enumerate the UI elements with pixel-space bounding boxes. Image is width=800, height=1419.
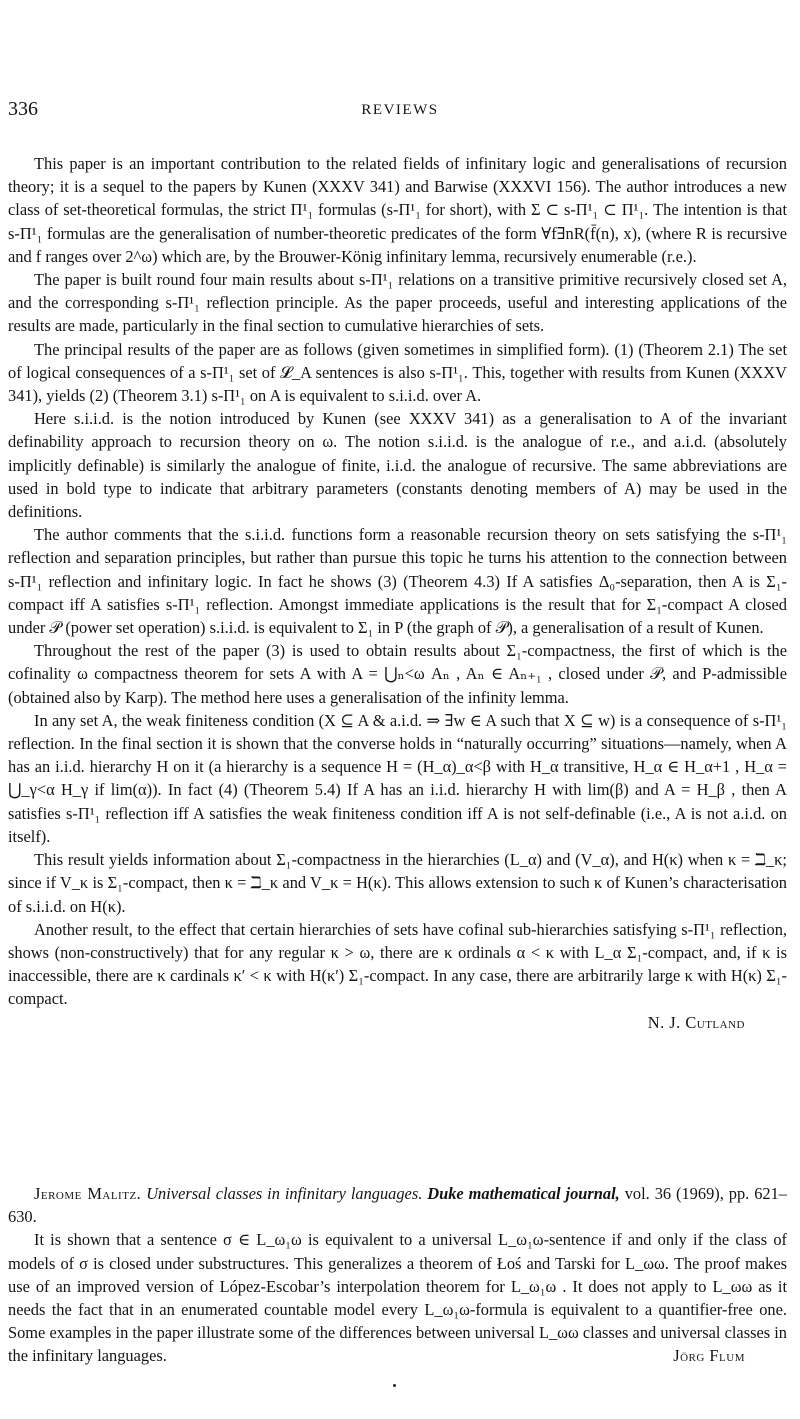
reviewer-signature: N. J. Cutland	[647, 1012, 745, 1032]
running-head: REVIEWS	[361, 102, 439, 118]
citation-volume: vol. 36 (1969), pp. 621–630.	[8, 1184, 787, 1227]
review-paragraph: Throughout the rest of the paper (3) is used to obtain results about Σ₁-compactness, the first of which is the cofinality ω compactness theorem for sets A with A = ⋃ₙ<ω Aₙ , Aₙ ∈ Aₙ₊₁ , closed under 𝒫, and P-admissible (obtained also by Karp). The method here uses a generalisation of the infinity lemma.	[8, 641, 787, 707]
review-paragraph: This result yields information about Σ₁-compactness in the hierarchies (L_α) and (V_α), and H(κ) when κ = ℶ_κ; since if V_κ is Σ₁-compact, then κ = ℶ_κ and V_κ = H(κ). This allows extension to such κ of Kunen’s characterisation of s.i.i.d. on H(κ).	[8, 850, 787, 916]
review-flum	[8, 1182, 787, 1368]
review-cutland	[8, 152, 787, 1034]
review-paragraph: This paper is an important contribution to the related fields of infinitary logic and generalisations of recursion theory; it is a sequel to the papers by Kunen (XXXV 341) and Barwise (XXXVI 156). The author introduces a new class of set-theoretical formulas, the strict Π¹₁ formulas (s-Π¹₁ for short), with Σ ⊂ s-Π¹₁ ⊂ Π¹₁. The intention is that s-Π¹₁ formulas are the generalisation of number-theoretic predicates of the form ∀f∃nR(f̄(n), x), (where R is recursive and f ranges over 2^ω) which are, by the Brouwer-König infinitary lemma, recursively enumerable (r.e.).	[8, 154, 787, 266]
review-body: It is shown that a sentence σ ∈ L_ω₁ω is equivalent to a universal L_ω₁ω-sentence if and only if the class of models of σ is closed under substructures. This generalizes a theorem of Łoś and Tarski for L_ωω. The proof makes use of an improved version of López-Escobar’s interpolation theorem for L_ω₁ω . It does not apply to L_ωω as it needs the fact that in an enumerated countable model every L_ω₁ω-formula is equivalent to a quantifier-free one. Some examples in the paper illustrate some of the differences between universal L_ωω classes and universal classes in the infinitary languages.	[8, 1230, 787, 1366]
review-paragraph: Here s.i.i.d. is the notion introduced by Kunen (see XXXV 341) as a generalisation to A of the invariant definability approach to recursion theory on ω. The notion s.i.i.d. is the analogue of r.e., and a.i.d. (absolutely implicitly definable) is similarly the analogue of finite, i.i.d. the analogue of recursive. The same abbreviations are used in bold type to indicate that arbitrary parameters (constants denoting members of A) may be used in the definitions.	[8, 409, 787, 522]
print-speck	[393, 1384, 396, 1387]
citation-author: Jerome Malitz.	[34, 1184, 142, 1203]
citation-journal: Duke mathematical journal,	[427, 1184, 620, 1203]
page-number: 336	[8, 98, 38, 120]
page-header	[0, 98, 800, 128]
citation-title: Universal classes in infinitary languages.	[146, 1184, 423, 1203]
review-paragraph: The author comments that the s.i.i.d. functions form a reasonable recursion theory on sets satisfying the s-Π¹₁ reflection and separation principles, but rather than pursue this topic he turns his attention to the connection between s-Π¹₁ reflection and infinitary logic. In fact he shows (3) (Theorem 4.3) If A satisfies Δ₀-separation, then A is Σ₁-compact iff A satisfies s-Π¹₁ reflection. Amongst immediate applications is the result that for Σ₁-compact A closed under 𝒫 (power set operation) s.i.i.d. is equivalent to Σ₁ in P (the graph of 𝒫), a generalisation of a result of Kunen.	[8, 525, 787, 638]
review-paragraph: The principal results of the paper are as follows (given sometimes in simplified form). (1) (Theorem 2.1) The set of logical consequences of a s-Π¹₁ set of 𝓛_A sentences is also s-Π¹₁. This, together with results from Kunen (XXXV 341), yields (2) (Theorem 3.1) s-Π¹₁ on A is equivalent to s.i.i.d. over A.	[8, 339, 787, 406]
review-paragraph: The paper is built round four main results about s-Π¹₁ relations on a transitive primitive recursively closed set A, and the corresponding s-Π¹₁ reflection principle. As the paper proceeds, useful and interesting applications of the results are made, particularly in the final section to cumulative hierarchies of sets.	[8, 270, 787, 336]
review-paragraph	[8, 1228, 787, 1367]
review-paragraph: In any set A, the weak finiteness condition (X ⊆ A & a.i.d. ⇒ ∃w ∈ A such that X ⊆ w) is a consequence of s-Π¹₁ reflection. In the final section it is shown that the converse holds in “naturally occurring” situations—namely, when A has an i.i.d. hierarchy H on it (a hierarchy is a sequence H = (H_α)_α<β with H_α transitive, H_α ∈ H_α+1 , H_α = ⋃_γ<α H_γ if lim(α)). In fact (4) (Theorem 5.4) If A has an i.i.d. hierarchy H with lim(β) and A = H_β , then A satisfies s-Π¹₁ reflection iff A satisfies the weak finiteness condition iff A is not self-definable (i.e., A is not a.i.d. on itself).	[8, 710, 787, 846]
reviewer-signature: Jörg Flum	[673, 1346, 745, 1366]
citation	[8, 1182, 787, 1228]
review-paragraph: Another result, to the effect that certain hierarchies of sets have cofinal sub-hierarchies satisfying s-Π¹₁ reflection, shows (non-constructively) that for any regular κ > ω, there are κ ordinals α < κ with L_α Σ₁-compact, and, if κ is inaccessible, there are κ cardinals κ′ < κ with H(κ′) Σ₁-compact. In any case, there are arbitrarily large κ with H(κ) Σ₁-compact.	[8, 919, 787, 1009]
